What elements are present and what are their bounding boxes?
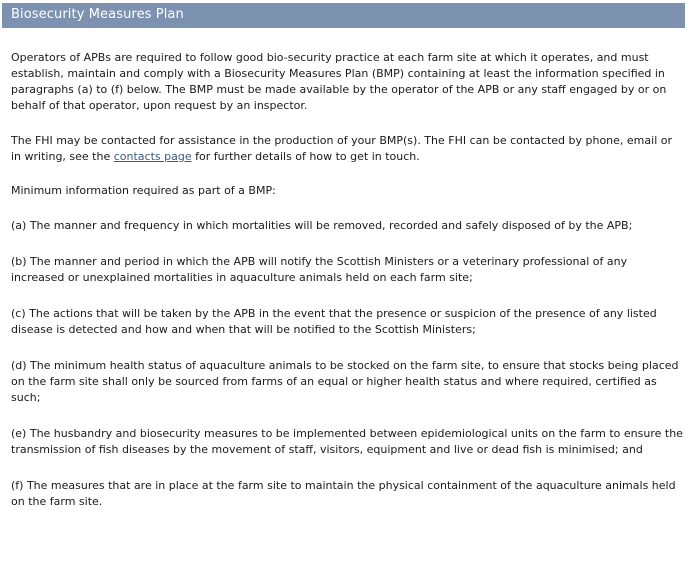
fhi-contact-paragraph — [11, 133, 683, 165]
requirement-item-d: (d) The minimum health status of aquaculture animals to be stocked on the farm site, to ensure that stocks being placed on the farm site shall only be sourced from farms of an equal or higher health status and where required, certified as such; — [11, 359, 679, 404]
fhi-text-after-link: for further details of how to get in touch. — [191, 150, 420, 163]
contacts-page-link[interactable]: contacts page — [113, 150, 192, 163]
document-body — [11, 50, 683, 530]
requirement-item-f: (f) The measures that are in place at the farm site to maintain the physical containment of the aquaculture animals held on the farm site. — [11, 479, 676, 508]
fhi-text-before-link: The FHI may be contacted for assistance in the production of your BMP(s). The FHI can be contacted by phone, email or in writing, see the — [11, 134, 673, 163]
requirement-item-a: (a) The manner and frequency in which mortalities will be removed, recorded and safely disposed of by the APB; — [11, 219, 633, 232]
section-header — [2, 3, 685, 28]
requirement-item-e: (e) The husbandry and biosecurity measures to be implemented between epidemiological units on the farm to ensure the transmission of fish diseases by the movement of staff, visitors, equipment and live or dead fish is minimised; and — [11, 427, 683, 456]
minimum-info-heading: Minimum information required as part of a BMP: — [11, 184, 276, 197]
requirement-item-c: (c) The actions that will be taken by the APB in the event that the presence or suspicion of the presence of any listed disease is detected and how and when that will be notified to the Scottish Ministers; — [11, 307, 657, 336]
intro-paragraph: Operators of APBs are required to follow good bio-security practice at each farm site at which it operates, and must establish, maintain and comply with a Biosecurity Measures Plan (BMP) containing at least the information specified in paragraphs (a) to (f) below. The BMP must be made available by the operator of the APB or any staff engaged by or on behalf of that operator, upon request by an inspector. — [11, 51, 667, 112]
section-title: Biosecurity Measures Plan — [11, 7, 184, 22]
requirement-item-b: (b) The manner and period in which the APB will notify the Scottish Ministers or a veterinary professional of any increased or unexplained mortalities in aquaculture animals held on each farm site; — [11, 255, 628, 284]
